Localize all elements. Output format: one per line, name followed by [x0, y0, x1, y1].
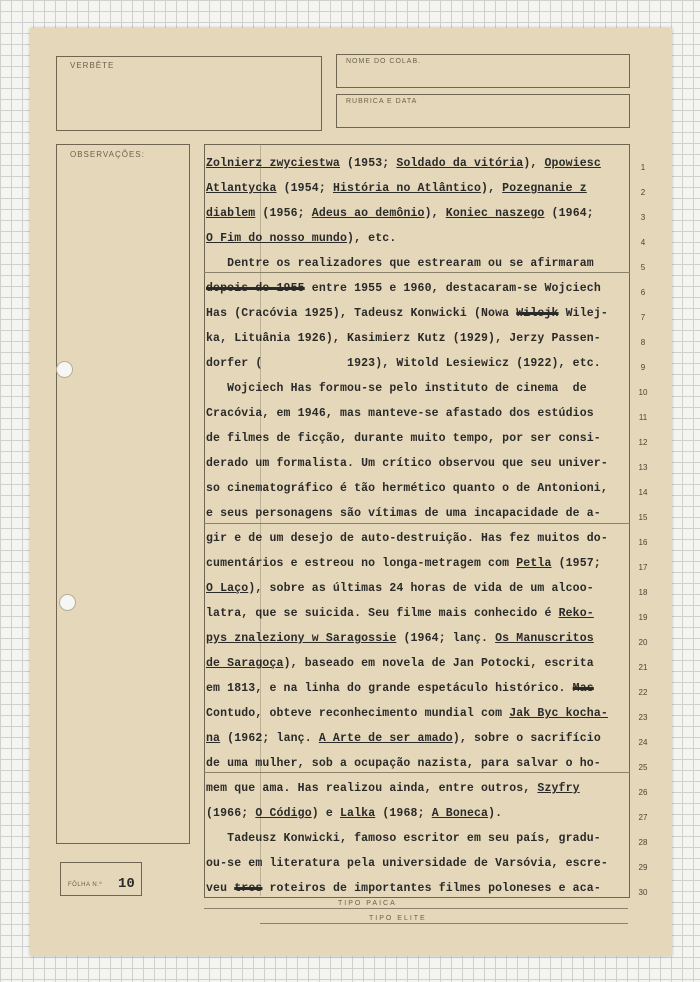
- line-number: 23: [638, 713, 648, 722]
- text-run: (1962; lanç.: [220, 732, 319, 745]
- underlined-title: Lalka: [340, 807, 376, 820]
- typed-line: [206, 482, 608, 495]
- underlined-title: na: [206, 732, 221, 745]
- struck-text: depois de 1955: [206, 282, 305, 295]
- line-number: 27: [638, 813, 648, 822]
- text-run: (1966;: [206, 807, 256, 820]
- typed-line: [206, 707, 608, 720]
- underlined-title: A Arte de ser amado: [318, 732, 453, 745]
- frame-divider: [204, 523, 630, 524]
- text-run: gir e de um desejo de auto-destruição. Has fez muitos do-: [206, 532, 608, 545]
- text-run: de filmes de ficção, durante muito tempo, por ser consi-: [206, 432, 601, 445]
- text-run: ) e: [311, 807, 340, 820]
- typed-line: [206, 207, 594, 220]
- folha-number: 10: [118, 876, 135, 892]
- punch-hole-bottom: [59, 594, 76, 611]
- typed-line: [206, 332, 601, 345]
- underlined-title: pys znaleziony w Saragossie: [206, 632, 397, 645]
- text-run: (1953;: [339, 157, 397, 170]
- typed-line: [206, 582, 594, 595]
- typed-line: [206, 857, 608, 870]
- typed-line: [206, 732, 601, 745]
- typed-line: [206, 432, 601, 445]
- text-run: e seus personagens são vítimas de uma incapacidade de a-: [206, 507, 601, 520]
- typed-line: [206, 757, 601, 770]
- line-number: 4: [640, 238, 646, 247]
- typed-line: [206, 557, 601, 570]
- text-run: ),: [424, 207, 446, 220]
- line-number: 13: [638, 463, 648, 472]
- line-number: 11: [638, 413, 648, 422]
- line-number: 25: [638, 763, 648, 772]
- typed-line: [206, 307, 608, 320]
- text-run: Contudo, obteve reconhecimento mundial com: [206, 707, 510, 720]
- text-run: ), sobre o sacrifício: [452, 732, 601, 745]
- typed-line: [206, 382, 587, 395]
- underlined-title: Reko-: [558, 607, 594, 620]
- typescript-sheet: [30, 28, 672, 956]
- text-run: (1954;: [276, 182, 333, 195]
- typed-line: [206, 832, 601, 845]
- underlined-title: diablem: [206, 207, 256, 220]
- typed-line: [206, 282, 601, 295]
- line-number: 2: [640, 188, 646, 197]
- underlined-title: Koniec naszego: [445, 207, 545, 220]
- underlined-title: Szyfry: [537, 782, 580, 795]
- line-number: 3: [640, 213, 646, 222]
- typed-line: [206, 507, 601, 520]
- line-number: 30: [638, 888, 648, 897]
- line-number: 20: [638, 638, 648, 647]
- punch-hole-top: [56, 361, 73, 378]
- underlined-title: História no Atlântico: [332, 182, 482, 195]
- line-number: 1: [640, 163, 646, 172]
- line-number: 24: [638, 738, 648, 747]
- typed-line: [206, 532, 608, 545]
- text-run: (1957;: [551, 557, 601, 570]
- nome-colab-label: NOME DO COLAB.: [346, 58, 422, 65]
- text-run: ), sobre as últimas 24 horas de vida de um alcoo-: [248, 582, 594, 595]
- text-run: em 1813, e na linha do grande espetáculo histórico.: [206, 682, 573, 695]
- line-number: 9: [640, 363, 646, 372]
- line-number: 21: [638, 663, 648, 672]
- text-run: ),: [481, 182, 503, 195]
- frame-divider: [204, 272, 630, 273]
- text-run: Wilej-: [558, 307, 608, 320]
- text-run: Has (Cracóvia 1925), Tadeusz Konwicki (Nowa: [206, 307, 517, 320]
- typed-line: [206, 407, 594, 420]
- observacoes-box: [56, 144, 190, 844]
- line-number: 6: [640, 288, 646, 297]
- tipo-paica-rule: [204, 908, 628, 909]
- line-number: 16: [638, 538, 648, 547]
- line-number: 12: [638, 438, 648, 447]
- text-run: (1968;: [375, 807, 432, 820]
- line-number: 26: [638, 788, 648, 797]
- text-run: veu: [206, 882, 235, 895]
- text-run: ka, Lituânia 1926), Kasimierz Kutz (1929), Jerzy Passen-: [206, 332, 601, 345]
- text-run: ),: [523, 157, 545, 170]
- line-number: 29: [638, 863, 648, 872]
- text-run: ).: [488, 807, 503, 820]
- text-run: mem que ama. Has realizou ainda, entre outros,: [206, 782, 538, 795]
- line-number: 7: [640, 313, 646, 322]
- underlined-title: A Boneca: [431, 807, 489, 820]
- underlined-title: O Fim do nosso mundo: [206, 232, 348, 245]
- typed-line: [206, 632, 594, 645]
- typed-line: [206, 182, 587, 195]
- line-number: 18: [638, 588, 648, 597]
- typed-line: [206, 232, 396, 245]
- line-number: 14: [638, 488, 648, 497]
- observacoes-label: OBSERVAÇÕES:: [70, 150, 145, 159]
- line-number: 10: [638, 388, 648, 397]
- line-number: 17: [638, 563, 648, 572]
- text-run: Dentre os realizadores que estrearam ou se afirmaram: [206, 257, 594, 270]
- text-run: derado um formalista. Um crítico observou que seu univer-: [206, 457, 608, 470]
- text-run: (1964; lanç.: [396, 632, 496, 645]
- underlined-title: Pozegnanie z: [502, 182, 587, 195]
- underlined-title: Soldado da vitória: [396, 157, 524, 170]
- text-run: Tadeusz Konwicki, famoso escritor em seu país, gradu-: [206, 832, 601, 845]
- tipo-elite-label: TIPO ELITE: [366, 915, 430, 922]
- text-run: cumentários e estreou no longa-metragem com: [206, 557, 517, 570]
- rubrica-label: RUBRICA E DATA: [346, 98, 418, 105]
- underlined-title: Atlantycka: [206, 182, 277, 195]
- typed-line: [206, 357, 601, 370]
- underlined-title: O Código: [255, 807, 312, 820]
- underlined-title: Opowiesc: [544, 157, 601, 170]
- frame-divider: [204, 772, 630, 773]
- text-run: ), baseado em novela de Jan Potocki, escrita: [283, 657, 594, 670]
- line-number: 5: [640, 263, 646, 272]
- line-number: 15: [638, 513, 648, 522]
- text-run: latra, que se suicida. Seu filme mais conhecido é: [206, 607, 559, 620]
- line-number: 28: [638, 838, 648, 847]
- underlined-title: Petla: [516, 557, 552, 570]
- typed-line: [206, 607, 594, 620]
- text-run: entre 1955 e 1960, destacaram-se Wojciech: [304, 282, 601, 295]
- typed-line: [206, 257, 594, 270]
- underlined-title: Zolnierz zwyciestwa: [206, 157, 340, 170]
- line-number: 22: [638, 688, 648, 697]
- folha-label: FÔLHA N.º: [68, 882, 103, 888]
- text-run: ou-se em literatura pela universidade de Varsóvia, escre-: [206, 857, 608, 870]
- line-number: 19: [638, 613, 648, 622]
- text-run: (1964;: [544, 207, 594, 220]
- struck-text: Mas: [572, 682, 594, 695]
- typed-line: [206, 882, 601, 895]
- underlined-title: Os Manuscritos: [495, 632, 594, 645]
- struck-text: tres: [234, 882, 263, 895]
- underlined-title: O Laço: [206, 582, 249, 595]
- text-run: so cinematográfico é tão hermético quanto o de Antonioni,: [206, 482, 608, 495]
- text-run: Wojciech Has formou-se pelo instituto de cinema de: [206, 382, 587, 395]
- underlined-title: Adeus ao demônio: [311, 207, 425, 220]
- text-run: (1956;: [255, 207, 312, 220]
- text-run: Cracóvia, em 1946, mas manteve-se afastado dos estúdios: [206, 407, 594, 420]
- text-run: ), etc.: [347, 232, 397, 245]
- typed-line: [206, 682, 594, 695]
- typed-line: [206, 657, 594, 670]
- typed-line: [206, 782, 580, 795]
- text-run: de uma mulher, sob a ocupação nazista, para salvar o ho-: [206, 757, 601, 770]
- underlined-title: de Saragoça: [206, 657, 284, 670]
- text-run: roteiros de importantes filmes poloneses e aca-: [262, 882, 601, 895]
- line-number: 8: [640, 338, 646, 347]
- struck-text: Wilejk: [516, 307, 559, 320]
- verbete-label: VERBÊTE: [70, 61, 115, 70]
- tipo-paica-label: TIPO PAICA: [335, 900, 400, 907]
- text-run: dorfer ( 1923), Witold Lesiewicz (1922), etc.: [206, 357, 601, 370]
- typed-line: [206, 457, 608, 470]
- typed-line: [206, 157, 601, 170]
- tipo-elite-rule: [260, 923, 628, 924]
- underlined-title: Jak Byc kocha-: [509, 707, 608, 720]
- typed-line: [206, 807, 502, 820]
